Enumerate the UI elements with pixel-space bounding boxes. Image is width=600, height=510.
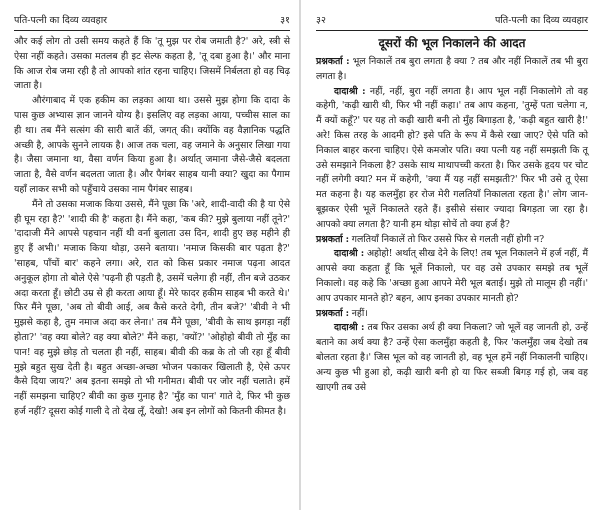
qa-text: अहोहो! अर्थात् सीख देने के लिए! तब भूल निकालने में हर्ज नहीं, मैं आपसे क्या कहता हूँ कि भूलें निकालो, पर वह उसे उपकार समझे तब भूलें निकालो। वह कहे कि 'अच्छा हुआ आपने मेरी भूल बताई। मुझे तो मालूम ही नहीं।' आप उपकार मानते हो? बहन, आप इनका उपकार मानती हो? bbox=[316, 248, 589, 304]
left-paragraph-1: और कई लोग तो उसी समय कहते हैं कि 'तू मुझ पर रोब जमाती है?' अरे, स्त्री से ऐसा नहीं कहते। उसका मतलब ही इट सेल्फ कहता है, 'तू दबा हुआ है।' और माना कि आज रोब जमा रही है तो आपको शांत रहना चाहिए। जिसमें निर्बलता हो वह चिढ़ जाता है। bbox=[14, 36, 290, 92]
right-page-number: ३२ bbox=[316, 15, 326, 26]
qa-speaker: प्रश्नकर्ता : bbox=[316, 307, 350, 319]
left-header-rule bbox=[14, 30, 290, 31]
qa-entry bbox=[316, 55, 588, 85]
left-paragraph-2: औरंगाबाद में एक हकीम का लड़का आया था। उससे मुझ होगा कि दादा के पास कुछ अभ्यास ज्ञान जानने योग्य है। इसलिए वह लड़का आया, पच्चीस साल का ही था। तब मैंने सत्संग की सारी बातें कीं, जगत् की। क्योंकि वह वैज्ञानिक पद्धति अच्छी है, आपके सुनने लायक है। आज तक चला, वह जमाने के अनुसार लिखा गया है। जैसा जमाना था, वैसा वर्णन किया हुआ है। अर्थात् जमाना जैसे-जैसे बदलता जाता है, वैसे वर्णन बदलता जाता है। और पैगंबर साहब यानी क्या? खुदा का पैगाम यहाँ लाकर सभी को पहुँचाये उसका नाम पैगंबर साहब। bbox=[14, 95, 290, 195]
qa-speaker: दादाश्री : bbox=[334, 322, 365, 334]
qa-entry bbox=[316, 307, 588, 322]
left-header-title: पति-पत्नी का दिव्य व्यवहार bbox=[14, 15, 108, 26]
right-header-rule bbox=[316, 30, 588, 31]
qa-entry bbox=[316, 85, 588, 233]
left-page-number: ३१ bbox=[280, 15, 290, 26]
qa-speaker: दादाश्री : bbox=[334, 248, 365, 260]
left-page-body bbox=[14, 35, 290, 420]
qa-entry bbox=[316, 321, 588, 395]
right-page-body bbox=[316, 55, 588, 395]
qa-speaker: दादाश्री : bbox=[334, 85, 366, 97]
chapter-title: दूसरों की भूल निकालने की आदत bbox=[378, 36, 526, 50]
qa-speaker: प्रश्नकर्ता : bbox=[316, 233, 350, 245]
qa-speaker: प्रश्नकर्ता : bbox=[316, 56, 350, 67]
qa-text: तब फिर उसका अर्थ ही क्या निकला? जो भूलें वह जानती हो, उन्हें बताने का अर्थ क्या है? उन्हें ऐसा कलमुँहा कहती है, फिर 'कलमुँहा जब देखो तब बोलता रहता है।' जिस भूल को वह जानती हो, वह भूल हमें नहीं निकालनी चाहिए। अन्य कुछ भी हुआ हो, कढ़ी खारी बनी हो या फिर सब्जी बिगड़ गई हो, जब वह खाएगी तब उसे bbox=[316, 322, 588, 393]
qa-text: नहीं। bbox=[351, 307, 368, 319]
qa-text: गलतियाँ निकालें तो फिर उससे फिर से गलती नहीं होगी न? bbox=[351, 233, 545, 245]
right-page bbox=[300, 0, 600, 510]
left-paragraph-3: मैंने तो उसका मजाक किया उससे, मैंने पूछा कि 'अरे, शादी-वादी की है या ऐसे ही घूम रहा है?' 'शादी की है' कहता है। मैंने कहा, 'कब की? मुझे बुलाया नहीं तूने?' 'दादाजी मैंने आपसे पहचान नहीं थी वर्ना बुलाता उस दिन, शादी हुए छह महीने ही हुए हैं अभी।' मजाक किया थोड़ा, उसने बताया। 'नमाज किसकी बार पढ़ता है?' 'साहब, पाँचों बार' कहने लगा। अरे, रात को किस प्रकार नमाज पढ़ना आदत अनुकूल होगा तो बोले ऐसे 'पढ़नी ही पड़ती है, उसमें चलेगा ही नहीं, तीन बजे उठकर अदा करता हूँ। छोटी उम्र से ही करता आया हूँ। मेरे फादर हकीम साहब भी करते थे।' फिर मैंने पूछा, 'अब तो बीवी आई, अब कैसे करते देगी, तीन बजे?' 'बीवी ने भी मुझसे कहा है, तुम नमाज अदा कर लेना।' तब मैंने पूछा, 'बीवी के साथ झगड़ा नहीं होता?' 'वह क्या बोले? वह क्या बोले?' मैंने कहा, 'क्यों?' 'ओहोहो बीवी तो मुँह का पान! वह मुझे छोड़ तो चलता ही नहीं, साहब। बीवी की कब्र के तो जी रहा हूँ बीवी मुझे बहुत सुख देती है। बहुत अच्छा-अच्छा भोजन पकाकर खिलाती है, ऐसे ऊपर कैसे दिया जाय?' अब इतना समझे तो भी गनीमत। बीवी पर जोर नहीं चलाते। हमें नहीं समझना चाहिए? बीवी का कुछ गुनाह है? 'मुँह का पान' गाते दे, फिर भी कुछ हर्ज नहीं? दूसरा कोई गाली दे तो देख लूँ, देखो! अब इन लोगों को कितनी कीमत है। bbox=[14, 198, 290, 417]
right-page-header bbox=[316, 12, 588, 30]
left-page-header bbox=[14, 12, 290, 30]
right-header-title: पति-पत्नी का दिव्य व्यवहार bbox=[494, 15, 588, 26]
qa-text: नहीं, नहीं, बुरा नहीं लगता है। आप भूल नहीं निकालोगे तो वह कहेगी, 'कढ़ी खारी थी, फिर भी नहीं कहा।' तब आप कहना, 'तुम्हें पता चलेगा न, मैं क्यों कहूँ?' पर यह तो कढ़ी खारी बनी तो मुँह बिगाड़ता है, 'कढ़ी बहुत खारी है!' अरे! किस तरह के आदमी हो? इसे पति के रूप में कैसे रखा जाए? ऐसे पति को निकाल बाहर करना चाहिए। ऐसे कमजोर पति। क्या पत्नी यह नहीं समझती कि तू उसे समझाने निकला है? उसके साथ माथापच्ची करता है। फिर उसके हृदय पर चोट नहीं लगेगी क्या? मन में कहेगी, 'क्या मैं यह नहीं समझती?' फिर भी उसे तू ऐसा मत कहना है। यह कलमुँहा हर रोज मेरी गलतियाँ निकालता रहता है।' लोग जान-बूझकर ऐसी भूलें निकालते रहते हैं। इसीसे संसार ज्यादा बिगड़ता जा रहा है। आपको क्या लगता है? यानी हम थोड़ा सोचें तो क्या हर्ज है? bbox=[316, 85, 588, 230]
qa-text: भूल निकालें तब बुरा लगता है क्या ? तब और नहीं निकालें तब भी बुरा लगता है। bbox=[316, 56, 588, 82]
qa-entry bbox=[316, 247, 588, 306]
qa-entry bbox=[316, 233, 588, 248]
